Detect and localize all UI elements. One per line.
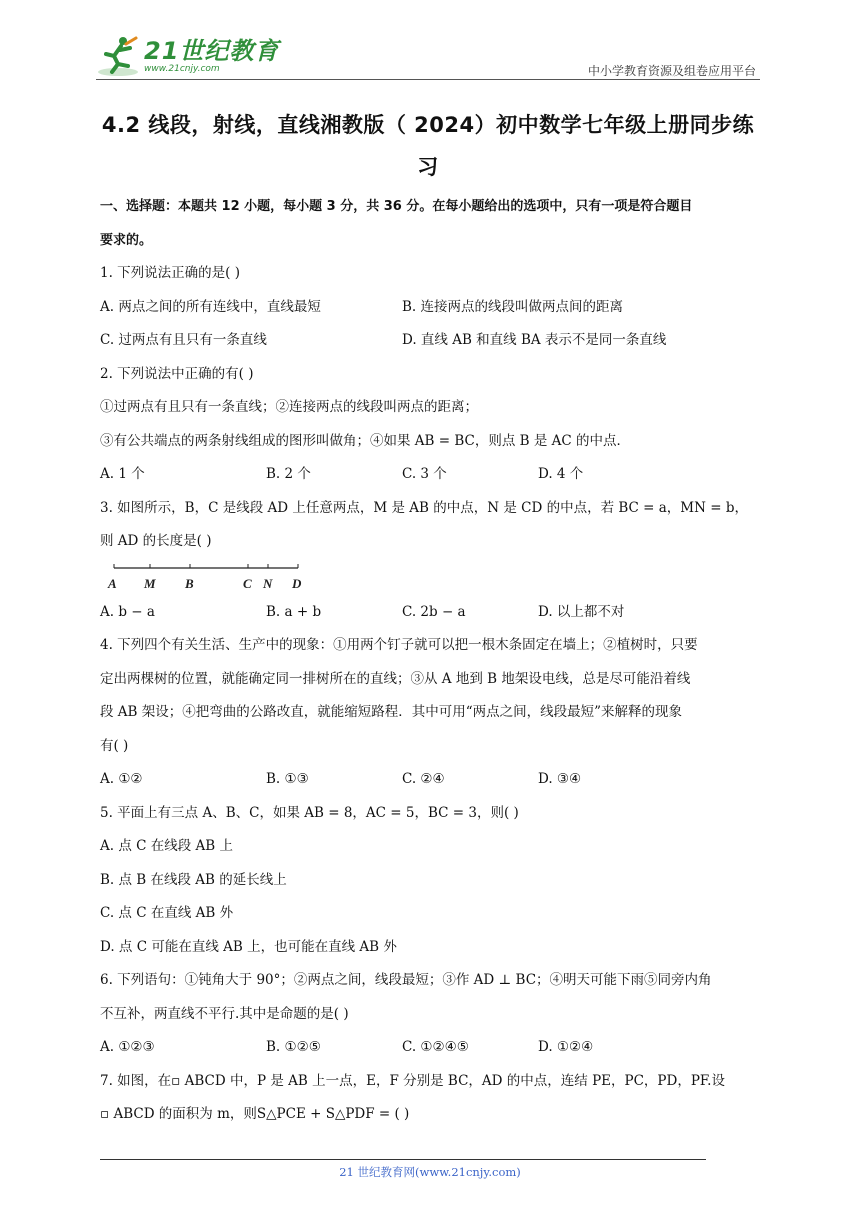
q1-option-a: A. 两点之间的所有连线中，直线最短 bbox=[100, 298, 321, 315]
segment-diagram bbox=[100, 559, 320, 596]
header-divider bbox=[96, 79, 760, 80]
q4-option-d: D. ③④ bbox=[538, 771, 582, 787]
q4-stem-2: 定出两棵树的位置，就能确定同一排树所在的直线；③从 A 地到 B 地架设电线，总是尽可能沿着线 bbox=[100, 670, 691, 687]
q5-option-a: A. 点 C 在线段 AB 上 bbox=[100, 838, 233, 854]
q1-options-row-2 bbox=[100, 324, 764, 358]
q3-option-c: C. 2b − a bbox=[402, 603, 466, 620]
q4-option-a: A. ①② bbox=[100, 771, 143, 787]
platform-name: 中小学教育资源及组卷应用平台 bbox=[587, 64, 756, 78]
section-heading-cont: 要求的。 bbox=[100, 232, 153, 248]
q6-options bbox=[100, 1031, 764, 1065]
question-list bbox=[100, 190, 764, 1132]
q1-stem: 1. 下列说法正确的是( ) bbox=[100, 265, 240, 281]
q1-option-c: C. 过两点有且只有一条直线 bbox=[100, 332, 267, 348]
q7-stem-2: ▫ ABCD 的面积为 m，则S△PCE + S△PDF = ( ) bbox=[100, 1106, 410, 1122]
q5-option-d: D. 点 C 可能在直线 AB 上，也可能在直线 AB 外 bbox=[100, 938, 397, 955]
label-n: N bbox=[263, 575, 273, 591]
q4-options bbox=[100, 763, 764, 797]
q5-option-c: C. 点 C 在直线 AB 外 bbox=[100, 905, 234, 921]
section-heading: 一、选择题：本题共 12 小题，每小题 3 分，共 36 分。在每小题给出的选项中，只有一项是符合题目 bbox=[100, 199, 693, 214]
q6-option-d: D. ①②④ bbox=[538, 1039, 594, 1055]
q1-option-b: B. 连接两点的线段叫做两点间的距离 bbox=[402, 298, 624, 315]
runner-logo-icon bbox=[96, 34, 140, 78]
q3-option-a: A. b − a bbox=[100, 603, 155, 620]
q2-statement-2: ③有公共端点的两条射线组成的图形叫做角；④如果 AB = BC，则点 B 是 AC 的中点． bbox=[100, 432, 631, 449]
q6-option-b: B. ①②⑤ bbox=[266, 1039, 321, 1055]
title-line-2: 习 bbox=[417, 155, 439, 179]
logo-url: www.21cnjy.com bbox=[144, 63, 220, 74]
site-logo bbox=[96, 34, 279, 78]
q6-option-a: A. ①②③ bbox=[100, 1039, 155, 1055]
q6-stem-1: 6. 下列语句：①钝角大于 90°；②两点之间，线段最短；③作 AD ⊥ BC；④明天可能下雨⑤同旁内角 bbox=[100, 972, 712, 988]
q2-statement-1: ①过两点有且只有一条直线；②连接两点的线段叫两点的距离； bbox=[100, 399, 478, 415]
q4-option-c: C. ②④ bbox=[402, 771, 445, 787]
page-header bbox=[96, 34, 760, 80]
label-m: M bbox=[144, 575, 156, 591]
q2-option-a: A. 1 个 bbox=[100, 466, 145, 482]
footer-divider bbox=[100, 1159, 706, 1160]
q5-stem: 5. 平面上有三点 A、B、C，如果 AB = 8，AC = 5，BC = 3，则( ) bbox=[100, 804, 519, 821]
q2-option-b: B. 2 个 bbox=[266, 466, 311, 482]
q2-stem: 2. 下列说法中正确的有( ) bbox=[100, 365, 254, 382]
q4-stem-4: 有( ) bbox=[100, 737, 129, 754]
q3-options bbox=[100, 596, 764, 630]
title-line-1: 4.2 线段，射线，直线湘教版（ 2024）初中数学七年级上册同步练 bbox=[101, 113, 755, 137]
q7-stem-1: 7. 如图，在▫ ABCD 中，P 是 AB 上一点，E，F 分别是 BC，AD 的中点，连结 PE，PC，PD，PF.设 bbox=[100, 1072, 725, 1089]
q4-stem-1: 4. 下列四个有关生活、生产中的现象：①用两个钉子就可以把一根木条固定在墙上；②植树时，只要 bbox=[100, 637, 698, 653]
q3-segment-figure bbox=[100, 559, 764, 596]
q2-options bbox=[100, 458, 764, 492]
q5-option-b: B. 点 B 在线段 AB 的延长线上 bbox=[100, 871, 287, 888]
q3-stem-2: 则 AD 的长度是( ) bbox=[100, 533, 212, 549]
label-b: B bbox=[185, 575, 194, 591]
q6-option-c: C. ①②④⑤ bbox=[402, 1039, 469, 1055]
q3-option-d: D. 以上都不对 bbox=[538, 603, 625, 620]
q6-stem-2: 不互补，两直线不平行.其中是命题的是( ) bbox=[100, 1005, 349, 1022]
q1-option-d: D. 直线 AB 和直线 BA 表示不是同一条直线 bbox=[402, 332, 667, 348]
label-c: C bbox=[243, 575, 252, 591]
label-a: A bbox=[108, 575, 117, 591]
q3-option-b: B. a + b bbox=[266, 603, 322, 620]
q2-option-d: D. 4 个 bbox=[538, 466, 584, 482]
page-footer: 21 世纪教育网(www.21cnjy.com) bbox=[339, 1165, 521, 1179]
page-title bbox=[96, 104, 760, 188]
q2-option-c: C. 3 个 bbox=[402, 466, 447, 482]
q1-options-row-1 bbox=[100, 291, 764, 325]
q4-stem-3: 段 AB 架设；④把弯曲的公路改直，就能缩短路程．其中可用“两点之间，线段最短”来解释的现象 bbox=[100, 704, 683, 720]
q3-stem-1: 3. 如图所示，B，C 是线段 AD 上任意两点，M 是 AB 的中点，N 是 CD 的中点，若 BC = a，MN = b， bbox=[100, 499, 748, 516]
q4-option-b: B. ①③ bbox=[266, 771, 309, 787]
label-d: D bbox=[292, 575, 302, 591]
logo-wordmark: 21世纪教育 bbox=[144, 36, 280, 65]
